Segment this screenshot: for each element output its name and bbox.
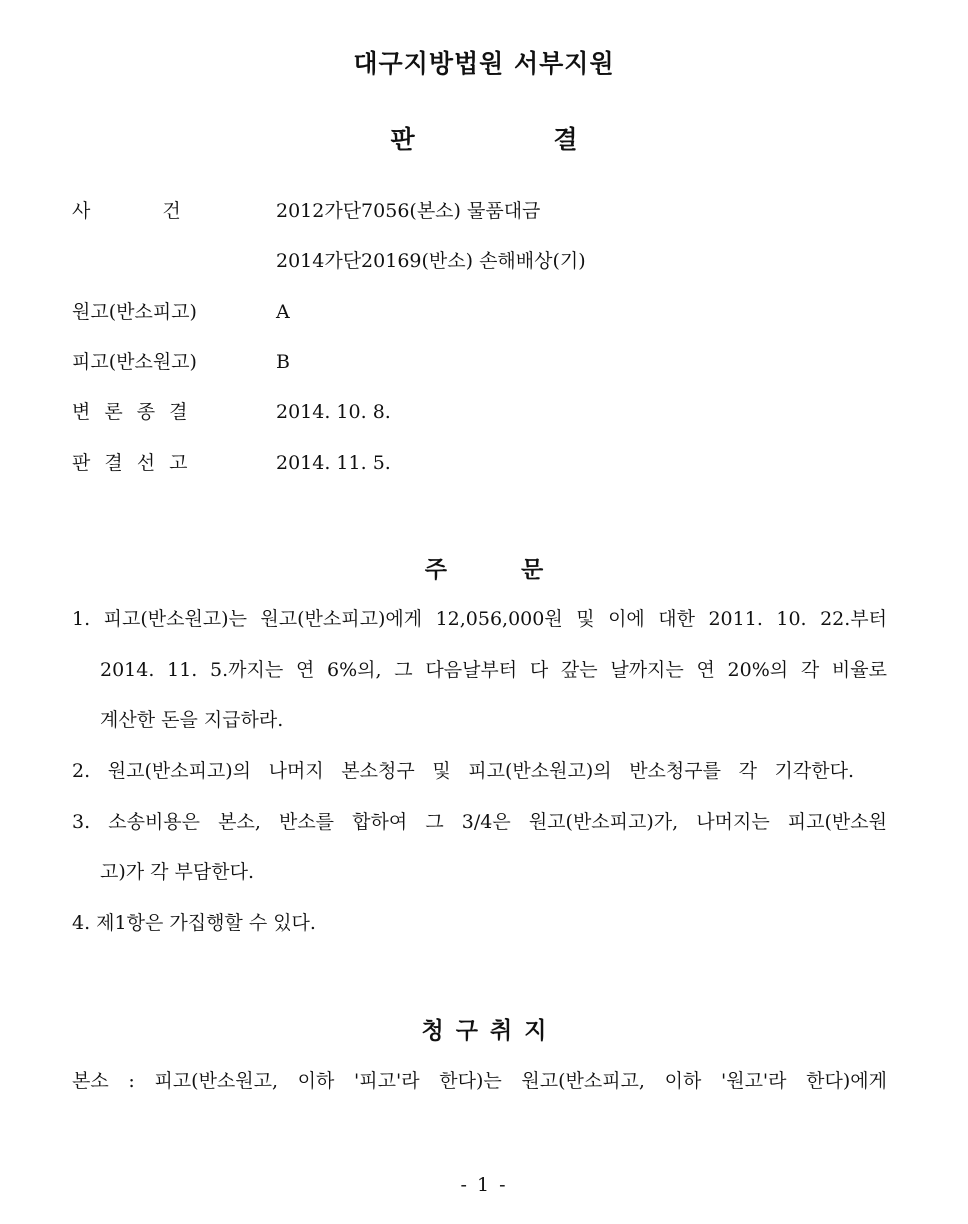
court-name: 대구지방법원 서부지원 [353,49,615,78]
claim-line: 본소 : 피고(반소원고, 이하 '피고'라 한다)는 원고(반소피고, 이하 '원고'라 한다)에게 [72,1070,887,1092]
case-info-value: 2014가단20169(반소) 손해배상(기) [276,250,586,272]
order-line: 고)가 각 부담한다. [100,861,255,883]
order-line: 3. 소송비용은 본소, 반소를 합하여 그 3/4은 원고(반소피고)가, 나머지는 피고(반소원 [72,811,887,833]
document-title: 판 결 [390,125,578,154]
order-line: 2014. 11. 5.까지는 연 6%의, 그 다음날부터 다 갚는 날까지는 연 20%의 각 비율로 [100,659,887,681]
order-line: 계산한 돈을 지급하라. [100,709,284,731]
case-info-label: 사 건 [72,200,181,222]
case-info-row-counterclaim [72,246,912,276]
page-number: - 1 - [460,1174,508,1196]
case-info-value: B [276,351,290,373]
case-info-label: 변 론 종 결 [72,401,188,423]
case-info-row-plaintiff [72,297,912,327]
order-heading: 주 문 [424,557,544,583]
claim-heading: 청 구 취 지 [421,1018,547,1044]
case-info-row-judgment-date [72,448,912,478]
order-line: 1. 피고(반소원고)는 원고(반소피고)에게 12,056,000원 및 이에 대한 2011. 10. 22.부터 [72,608,887,630]
case-info-row-defendant [72,347,912,377]
order-line: 2. 원고(반소피고)의 나머지 본소청구 및 피고(반소원고)의 반소청구를 각 기각한다. [72,760,854,782]
case-info-row-case [72,196,912,226]
case-info-row-hearing-closed [72,397,912,427]
case-info-value: 2014. 11. 5. [276,452,391,474]
case-info-value: 2012가단7056(본소) 물품대금 [276,200,541,222]
case-info-value: 2014. 10. 8. [276,401,391,423]
case-info-label: 피고(반소원고) [72,351,197,373]
case-info-label: 원고(반소피고) [72,301,197,323]
case-info-label: 판 결 선 고 [72,452,188,474]
case-info-value: A [276,301,290,323]
order-line: 4. 제1항은 가집행할 수 있다. [72,912,316,934]
